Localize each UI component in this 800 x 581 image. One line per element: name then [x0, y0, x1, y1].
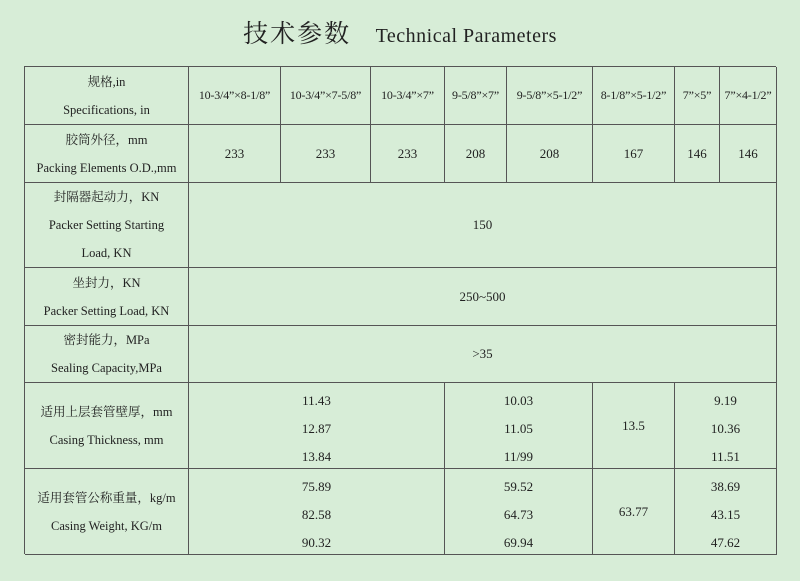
thickness-group-2 [445, 383, 593, 469]
setting-load-header [25, 268, 189, 326]
thickness-value: 12.87 [301, 421, 332, 436]
thickness-group-3: 13.5 [593, 383, 675, 469]
starting-load-header [25, 183, 189, 268]
weight-value: 59.52 [503, 479, 534, 494]
weight-value: 64.73 [503, 507, 534, 522]
sealing-label-cn: 密封能力，MPa [63, 333, 150, 347]
thickness-label-en: Casing Thickness, mm [49, 432, 164, 447]
weight-value: 75.89 [301, 479, 332, 494]
weight-value: 90.32 [301, 535, 332, 550]
spec-cell: 10-3/4”×7” [371, 67, 445, 125]
od-cell: 167 [593, 125, 675, 183]
sealing-header [25, 326, 189, 383]
weight-label-cn: 适用套管公称重量，kg/m [37, 490, 176, 505]
weight-group-4 [675, 469, 777, 555]
spec-cell: 8-1/8”×5-1/2” [593, 67, 675, 125]
weight-value: 47.62 [710, 535, 741, 550]
weight-value: 43.15 [710, 507, 741, 522]
page-title [0, 14, 800, 50]
setting-load-value: 250~500 [189, 268, 777, 326]
spec-cell: 7”×4-1/2” [720, 67, 777, 125]
thickness-value: 11/99 [503, 449, 534, 464]
thickness-label-cn: 适用上层套管壁厚，mm [40, 404, 173, 419]
setting-load-label-en: Packer Setting Load, KN [43, 303, 170, 318]
thickness-value: 11.05 [504, 421, 533, 436]
title-cn: 技术参数 [243, 21, 352, 48]
thickness-value: 10.03 [503, 393, 534, 408]
starting-load-label-cn: 封隔器起动力，KN [53, 190, 160, 204]
setting-load-label-cn: 坐封力，KN [72, 275, 141, 290]
od-cell: 233 [371, 125, 445, 183]
starting-load-label-en1: Packer Setting Starting [48, 218, 165, 232]
sealing-label-en: Sealing Capacity,MPa [51, 361, 162, 375]
sealing-value: >35 [189, 326, 777, 383]
weight-group-2 [445, 469, 593, 555]
weight-header [25, 469, 189, 555]
spec-cell: 9-5/8”×7” [445, 67, 507, 125]
starting-load-value: 150 [189, 183, 777, 268]
od-cell: 146 [720, 125, 777, 183]
spec-label-en: Specifications, in [63, 102, 150, 117]
parameters-table [24, 66, 776, 554]
od-label-cn: 胶筒外径，mm [65, 132, 148, 147]
thickness-value: 10.36 [710, 421, 741, 436]
od-cell: 233 [281, 125, 371, 183]
spec-cell: 9-5/8”×5-1/2” [507, 67, 593, 125]
od-cell: 208 [507, 125, 593, 183]
spec-cell: 10-3/4”×8-1/8” [189, 67, 281, 125]
spec-cell: 7”×5” [675, 67, 720, 125]
thickness-header [25, 383, 189, 469]
starting-load-label-en2: Load, KN [81, 246, 132, 260]
spec-label-cn: 规格,in [87, 74, 126, 89]
spec-cell: 10-3/4”×7-5/8” [281, 67, 371, 125]
weight-value: 38.69 [710, 479, 741, 494]
weight-label-en: Casing Weight, KG/m [51, 518, 162, 533]
weight-group-1 [189, 469, 445, 555]
thickness-value: 11.43 [302, 393, 331, 408]
od-cell: 233 [189, 125, 281, 183]
thickness-value: 13.84 [301, 449, 332, 464]
title-en: Technical Parameters [375, 25, 557, 47]
weight-value: 69.94 [503, 535, 534, 550]
weight-group-3: 63.77 [593, 469, 675, 555]
thickness-group-4 [675, 383, 777, 469]
thickness-group-1 [189, 383, 445, 469]
od-label-en: Packing Elements O.D.,mm [36, 160, 177, 175]
thickness-value: 9.19 [714, 393, 737, 408]
od-cell: 146 [675, 125, 720, 183]
od-cell: 208 [445, 125, 507, 183]
thickness-value: 11.51 [711, 449, 740, 464]
spec-header [25, 67, 189, 125]
od-header [25, 125, 189, 183]
weight-value: 82.58 [301, 507, 332, 522]
